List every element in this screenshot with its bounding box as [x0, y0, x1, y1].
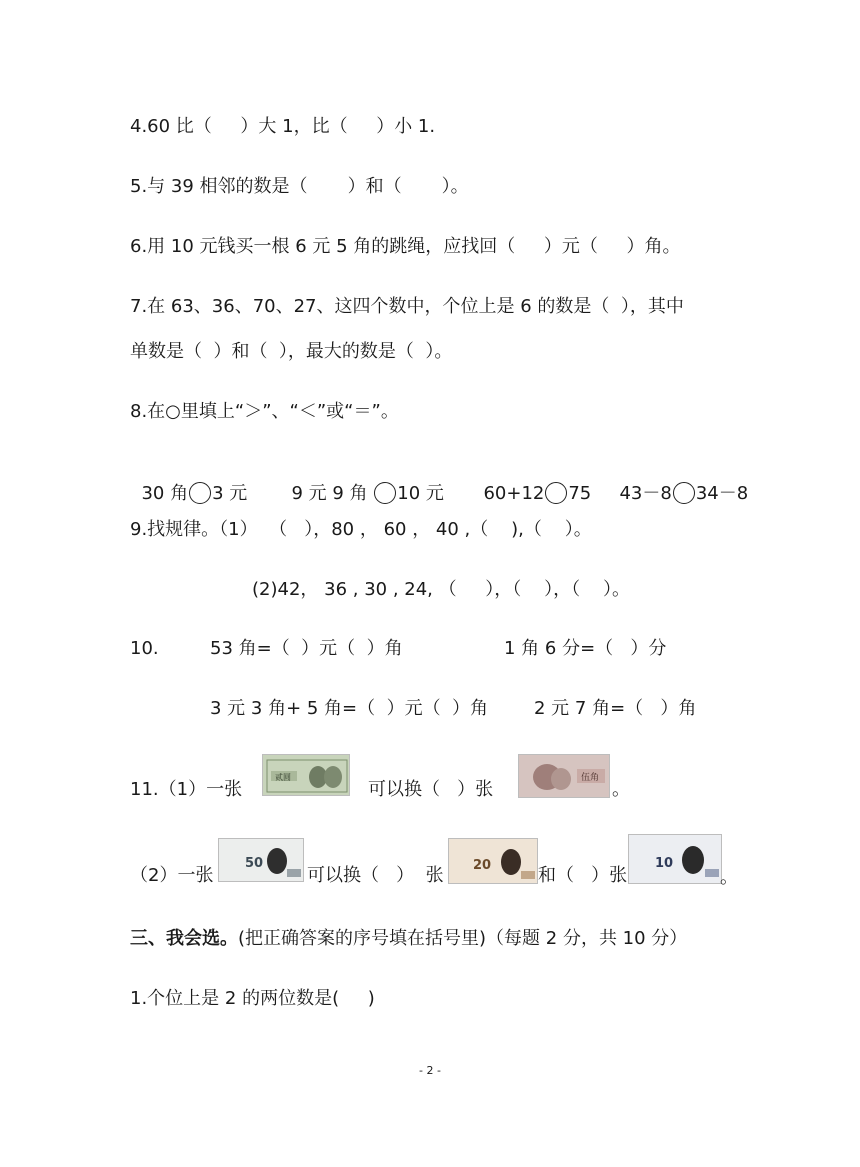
two-yuan-note-art	[263, 755, 350, 796]
question-10-d: 2 元 7 角=（ ）角	[534, 698, 697, 719]
section-3-question-1: 1.个位上是 2 的两位数是( )	[130, 988, 375, 1009]
compare-item-4	[608, 458, 748, 506]
twenty-yuan-note-art	[449, 839, 538, 884]
compare-item-2	[280, 458, 444, 506]
ten-label: 10	[655, 856, 674, 871]
question-11-part-2-c: 和（ ）张	[538, 865, 628, 886]
section-3-heading	[130, 927, 687, 951]
question-11-part-2-d: 。	[720, 867, 738, 888]
fifty-yuan-note-art	[219, 839, 304, 882]
question-7-line-2: 单数是（ ）和（ ），最大的数是（ ）。	[130, 341, 453, 362]
fifty-yuan-note-image	[218, 838, 304, 882]
two-yuan-label: 贰圆	[275, 773, 291, 782]
question-10-b: 1 角 6 分=（ ）分	[504, 638, 667, 659]
question-7-line-1: 7.在 63、36、70、27、这四个数中，个位上是 6 的数是（ ），其中	[130, 296, 684, 317]
question-8: 8.在○里填上“＞”、“＜”或“＝”。	[130, 401, 399, 422]
question-6: 6.用 10 元钱买一根 6 元 5 角的跳绳，应找回（ ）元（ ）角。	[130, 236, 681, 257]
compare-right: 75	[568, 483, 592, 504]
two-yuan-note-image	[262, 754, 350, 796]
question-9-line-1: 9.找规律。（1） （ ），80 ， 60 ， 40 ,（ ),（ ）。	[130, 519, 592, 540]
twenty-yuan-note-image	[448, 838, 538, 884]
compare-right: 10 元	[397, 483, 444, 504]
question-11-part-1-c: 。	[612, 779, 630, 800]
question-11-part-1-a: 11.（1）一张	[130, 779, 243, 800]
compare-left: 43－8	[619, 483, 672, 504]
question-4: 4.60 比（ ）大 1，比（ ）小 1.	[130, 116, 436, 137]
twenty-label: 20	[473, 858, 492, 873]
ten-yuan-note-art	[629, 835, 722, 884]
question-9-line-2: (2)42， 36 , 30 , 24, （ ），（ ），（ ）。	[252, 579, 630, 600]
compare-item-3	[472, 458, 591, 506]
compare-left: 9 元 9 角	[291, 483, 374, 504]
question-10-number: 10.	[130, 638, 159, 659]
compare-left: 30 角	[141, 483, 189, 504]
five-jiao-label: 伍角	[581, 773, 600, 783]
question-10-c: 3 元 3 角+ 5 角=（ ）元（ ）角	[210, 698, 489, 719]
section-3-note: (把正确答案的序号填在括号里)（每题 2 分，共 10 分）	[238, 928, 688, 949]
compare-circle	[374, 482, 396, 504]
compare-circle	[673, 482, 695, 504]
fifty-label: 50	[245, 856, 264, 871]
page-number: - 2 -	[419, 1064, 441, 1077]
five-jiao-note-image	[518, 754, 610, 798]
compare-right: 34－8	[695, 483, 749, 504]
question-11-part-2-a: （2）一张	[130, 865, 214, 886]
question-10-a: 53 角=（ ）元（ ）角	[210, 638, 403, 659]
compare-item-1	[130, 458, 247, 506]
compare-left: 60+12	[483, 483, 545, 504]
compare-circle	[545, 482, 567, 504]
section-3-title: 三、我会选。	[130, 928, 238, 949]
question-11-part-2-b: 可以换（ ） 张	[307, 865, 444, 886]
question-11-part-1-b: 可以换（ ）张	[368, 779, 494, 800]
ten-yuan-note-image	[628, 834, 722, 884]
question-5: 5.与 39 相邻的数是（ ）和（ ）。	[130, 176, 469, 197]
five-jiao-note-art	[519, 755, 610, 798]
compare-right: 3 元	[212, 483, 248, 504]
compare-circle	[189, 482, 211, 504]
